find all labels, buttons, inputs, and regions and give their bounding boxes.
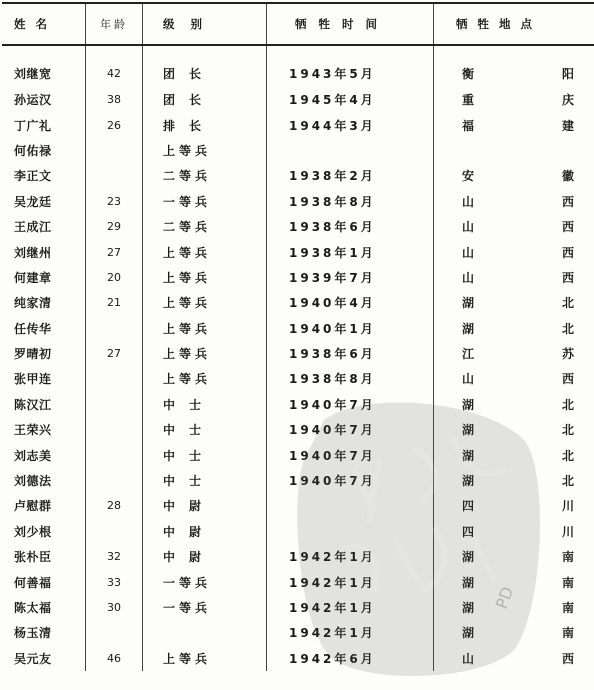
place-province-first: 山 [462, 220, 475, 235]
date-cell: 1940年7月 [267, 442, 434, 467]
age-cell: 38 [86, 87, 143, 112]
date-cell: 1945年4月 [267, 87, 434, 112]
place-text [434, 574, 594, 591]
age-cell: 30 [86, 595, 143, 620]
name-cell: 孙运汉 [14, 93, 52, 108]
place-cell [434, 417, 594, 442]
place-cell [434, 87, 594, 112]
rank-cell [143, 45, 267, 87]
name-cell: 陈汉江 [14, 397, 52, 412]
place-text [434, 396, 594, 413]
table-row [2, 138, 594, 163]
place-cell [434, 189, 594, 214]
place-text [434, 218, 594, 235]
age-cell: 23 [86, 189, 143, 214]
table-row [2, 569, 594, 594]
place-cell [434, 392, 594, 417]
place-province-first: 湖 [462, 575, 475, 590]
place-text [434, 345, 594, 362]
place-cell [434, 239, 594, 264]
place-province-first: 湖 [462, 550, 475, 565]
name-cell: 罗晴初 [14, 347, 52, 362]
place-cell [434, 366, 594, 391]
date-cell: 1940年4月 [267, 290, 434, 315]
place-cell [434, 646, 594, 671]
date-cell: 1940年7月 [267, 468, 434, 493]
place-province-first: 山 [462, 651, 475, 666]
place-province-second: 徽 [561, 169, 574, 184]
place-province-second: 苏 [561, 347, 574, 362]
table-row [2, 620, 594, 645]
place-cell [434, 620, 594, 645]
place-province-first: 山 [462, 270, 475, 285]
rank-text: 上等兵 [163, 347, 212, 362]
name-cell: 张甲连 [14, 372, 52, 387]
place-cell [434, 341, 594, 366]
rank-cell [143, 442, 267, 467]
rank-text: 团长 [163, 67, 216, 81]
date-cell: 1938年8月 [267, 189, 434, 214]
place-cell [434, 569, 594, 594]
place-province-second: 西 [561, 270, 574, 285]
rank-cell [143, 214, 267, 239]
name-cell: 刘志美 [14, 448, 52, 463]
table-row [2, 239, 594, 264]
name-cell: 王荣兴 [14, 423, 52, 438]
place-province-first: 湖 [462, 296, 475, 311]
age-cell: 29 [86, 214, 143, 239]
place-province-first: 湖 [462, 448, 475, 463]
place-province-first: 江 [462, 347, 475, 362]
rank-cell [143, 519, 267, 544]
place-text [434, 472, 594, 489]
date-cell: 1938年1月 [267, 239, 434, 264]
rank-text: 上等兵 [163, 296, 212, 311]
age-cell: 27 [86, 341, 143, 366]
place-province-first: 湖 [462, 474, 475, 489]
name-cell: 杨玉清 [14, 626, 52, 641]
age-cell [86, 620, 143, 645]
header-row [2, 3, 594, 45]
date-cell: 1944年3月 [267, 112, 434, 137]
watermark-text: PD [491, 584, 518, 612]
table-row [2, 189, 594, 214]
name-cell: 何善福 [14, 575, 52, 590]
place-province-first: 重 [462, 93, 475, 108]
header-age: 年龄 [86, 3, 143, 45]
rank-cell [143, 468, 267, 493]
place-province-second: 庆 [561, 93, 574, 108]
rank-cell [143, 290, 267, 315]
table-row [2, 442, 594, 467]
date-cell: 1942年6月 [267, 646, 434, 671]
place-province-second: 西 [561, 245, 574, 260]
place-text [434, 167, 594, 184]
table-row [2, 265, 594, 290]
name-cell: 刘德法 [14, 474, 52, 489]
age-cell: 20 [86, 265, 143, 290]
date-cell: 1939年7月 [267, 265, 434, 290]
date-cell: 1940年7月 [267, 417, 434, 442]
rank-text: 中尉 [163, 499, 216, 514]
table-row [2, 595, 594, 620]
age-cell: 46 [86, 646, 143, 671]
age-cell: 33 [86, 569, 143, 594]
place-province-first: 安 [462, 169, 475, 184]
rank-cell [143, 417, 267, 442]
age-cell [86, 519, 143, 544]
place-cell [434, 519, 594, 544]
name-cell: 纯家清 [14, 296, 52, 311]
rank-text: 上等兵 [163, 245, 212, 260]
rank-cell [143, 366, 267, 391]
rank-cell [143, 341, 267, 366]
age-cell [86, 163, 143, 188]
name-cell: 任传华 [14, 321, 52, 336]
place-text [434, 65, 594, 82]
place-cell [434, 112, 594, 137]
date-cell: 1942年1月 [267, 595, 434, 620]
age-cell: 28 [86, 493, 143, 518]
place-text [434, 193, 594, 210]
name-cell: 卢慰群 [14, 499, 52, 514]
place-cell [434, 45, 594, 87]
rank-cell [143, 265, 267, 290]
rank-cell [143, 239, 267, 264]
place-province-first: 福 [462, 118, 475, 133]
place-text [434, 244, 594, 261]
header-name: 姓名 [2, 3, 86, 45]
rank-text: 二等兵 [163, 220, 212, 235]
rank-cell [143, 544, 267, 569]
table-row [2, 417, 594, 442]
age-cell: 32 [86, 544, 143, 569]
place-province-first: 四 [462, 524, 475, 539]
date-cell: 1942年1月 [267, 569, 434, 594]
place-province-second: 南 [561, 626, 574, 641]
place-text [434, 447, 594, 464]
place-province-second: 西 [561, 372, 574, 387]
rank-text: 上等兵 [163, 372, 212, 387]
place-province-second: 阳 [561, 67, 574, 81]
rank-cell [143, 163, 267, 188]
place-text [434, 599, 594, 616]
table-row [2, 544, 594, 569]
rank-cell [143, 316, 267, 341]
place-province-second: 南 [561, 550, 574, 565]
age-cell [86, 417, 143, 442]
rank-text: 中尉 [163, 524, 216, 539]
place-province-second: 北 [561, 321, 574, 336]
place-province-second: 川 [561, 524, 574, 539]
rank-text: 一等兵 [163, 601, 212, 615]
age-cell [86, 392, 143, 417]
place-province-second: 北 [561, 448, 574, 463]
place-province-second: 建 [561, 118, 574, 133]
rank-cell [143, 138, 267, 163]
rank-text: 上等兵 [163, 270, 212, 285]
place-province-first: 山 [462, 194, 475, 209]
place-cell [434, 468, 594, 493]
place-province-first: 山 [462, 245, 475, 260]
place-cell [434, 493, 594, 518]
rank-cell [143, 392, 267, 417]
rank-text: 上等兵 [163, 651, 212, 666]
place-cell [434, 595, 594, 620]
place-province-second: 川 [561, 499, 574, 514]
table-row [2, 87, 594, 112]
date-cell: 1940年7月 [267, 392, 434, 417]
place-text [434, 421, 594, 438]
rank-cell [143, 493, 267, 518]
name-cell: 陈太福 [14, 601, 52, 615]
place-cell [434, 138, 594, 163]
rank-text: 中尉 [163, 550, 216, 565]
name-cell: 吴元友 [14, 651, 52, 666]
place-text [434, 370, 594, 387]
name-cell: 刘少根 [14, 524, 52, 539]
age-cell: 42 [86, 45, 143, 87]
age-cell [86, 442, 143, 467]
name-cell: 丁广礼 [14, 118, 52, 133]
name-cell: 何佑禄 [14, 143, 52, 158]
place-province-second: 北 [561, 296, 574, 311]
date-cell: 1938年8月 [267, 366, 434, 391]
place-province-first: 湖 [462, 601, 475, 615]
place-cell [434, 163, 594, 188]
rank-text: 团长 [163, 93, 216, 108]
rank-text: 上等兵 [163, 321, 212, 336]
rank-text: 排长 [163, 118, 216, 133]
age-cell: 27 [86, 239, 143, 264]
table-row [2, 341, 594, 366]
place-cell [434, 214, 594, 239]
header-date: 牺牲时间 [267, 3, 434, 45]
date-cell: 1938年6月 [267, 341, 434, 366]
rank-text: 一等兵 [163, 575, 212, 590]
age-cell [86, 468, 143, 493]
name-cell: 何建章 [14, 270, 52, 285]
age-cell: 21 [86, 290, 143, 315]
table-row [2, 366, 594, 391]
rank-text: 一等兵 [163, 194, 212, 209]
place-province-second: 北 [561, 423, 574, 438]
place-province-second: 南 [561, 601, 574, 615]
place-text [434, 497, 594, 514]
date-cell: 1943年5月 [267, 45, 434, 87]
place-text [434, 320, 594, 337]
rank-text: 中士 [163, 397, 216, 412]
table-row [2, 646, 594, 671]
age-cell [86, 138, 143, 163]
date-cell [267, 138, 434, 163]
place-text [434, 269, 594, 286]
table-row [2, 112, 594, 137]
age-cell [86, 366, 143, 391]
date-cell: 1942年1月 [267, 544, 434, 569]
age-cell [86, 316, 143, 341]
place-province-first: 山 [462, 372, 475, 387]
rank-cell [143, 620, 267, 645]
place-province-first: 湖 [462, 397, 475, 412]
place-province-second: 南 [561, 575, 574, 590]
table-row [2, 214, 594, 239]
place-text [434, 548, 594, 565]
table-row [2, 392, 594, 417]
casualty-table [2, 2, 594, 671]
place-cell [434, 442, 594, 467]
place-province-second: 西 [561, 194, 574, 209]
table-row [2, 468, 594, 493]
place-province-first: 湖 [462, 423, 475, 438]
rank-cell [143, 595, 267, 620]
rank-cell [143, 87, 267, 112]
place-text [434, 91, 594, 108]
rank-text: 中士 [163, 448, 216, 463]
place-province-second: 北 [561, 397, 574, 412]
rank-text: 中士 [163, 474, 216, 489]
age-cell: 26 [86, 112, 143, 137]
table-row [2, 290, 594, 315]
date-cell: 1938年6月 [267, 214, 434, 239]
date-cell: 1940年1月 [267, 316, 434, 341]
place-province-second: 北 [561, 474, 574, 489]
table-row [2, 163, 594, 188]
rank-cell [143, 112, 267, 137]
place-text [434, 650, 594, 667]
rank-cell [143, 569, 267, 594]
name-cell: 吴龙廷 [14, 194, 52, 209]
date-cell: 1938年2月 [267, 163, 434, 188]
name-cell: 李正文 [14, 169, 52, 184]
name-cell: 王成江 [14, 220, 52, 235]
place-province-second: 西 [561, 651, 574, 666]
rank-text: 上等兵 [163, 143, 212, 158]
table-body [2, 45, 594, 671]
place-text [434, 294, 594, 311]
place-province-second: 西 [561, 220, 574, 235]
name-cell: 刘继州 [14, 245, 52, 260]
date-cell [267, 493, 434, 518]
place-province-first: 四 [462, 499, 475, 514]
date-cell: 1942年1月 [267, 620, 434, 645]
place-text [434, 624, 594, 641]
place-text [434, 117, 594, 134]
place-cell [434, 316, 594, 341]
header-place: 牺牲地点 [434, 3, 594, 45]
name-cell: 张朴臣 [14, 550, 52, 565]
place-text [434, 523, 594, 540]
header-rank: 级别 [143, 3, 267, 45]
rank-text: 中士 [163, 423, 216, 438]
table-row [2, 316, 594, 341]
place-cell [434, 544, 594, 569]
place-province-first: 湖 [462, 626, 475, 641]
rank-cell [143, 646, 267, 671]
place-province-first: 湖 [462, 321, 475, 336]
place-province-first: 衡 [462, 67, 475, 81]
place-cell [434, 290, 594, 315]
table-row [2, 493, 594, 518]
table-row [2, 45, 594, 87]
name-cell: 刘继宽 [14, 67, 52, 81]
rank-text: 二等兵 [163, 169, 212, 184]
date-cell [267, 519, 434, 544]
place-cell [434, 265, 594, 290]
table-row [2, 519, 594, 544]
rank-cell [143, 189, 267, 214]
